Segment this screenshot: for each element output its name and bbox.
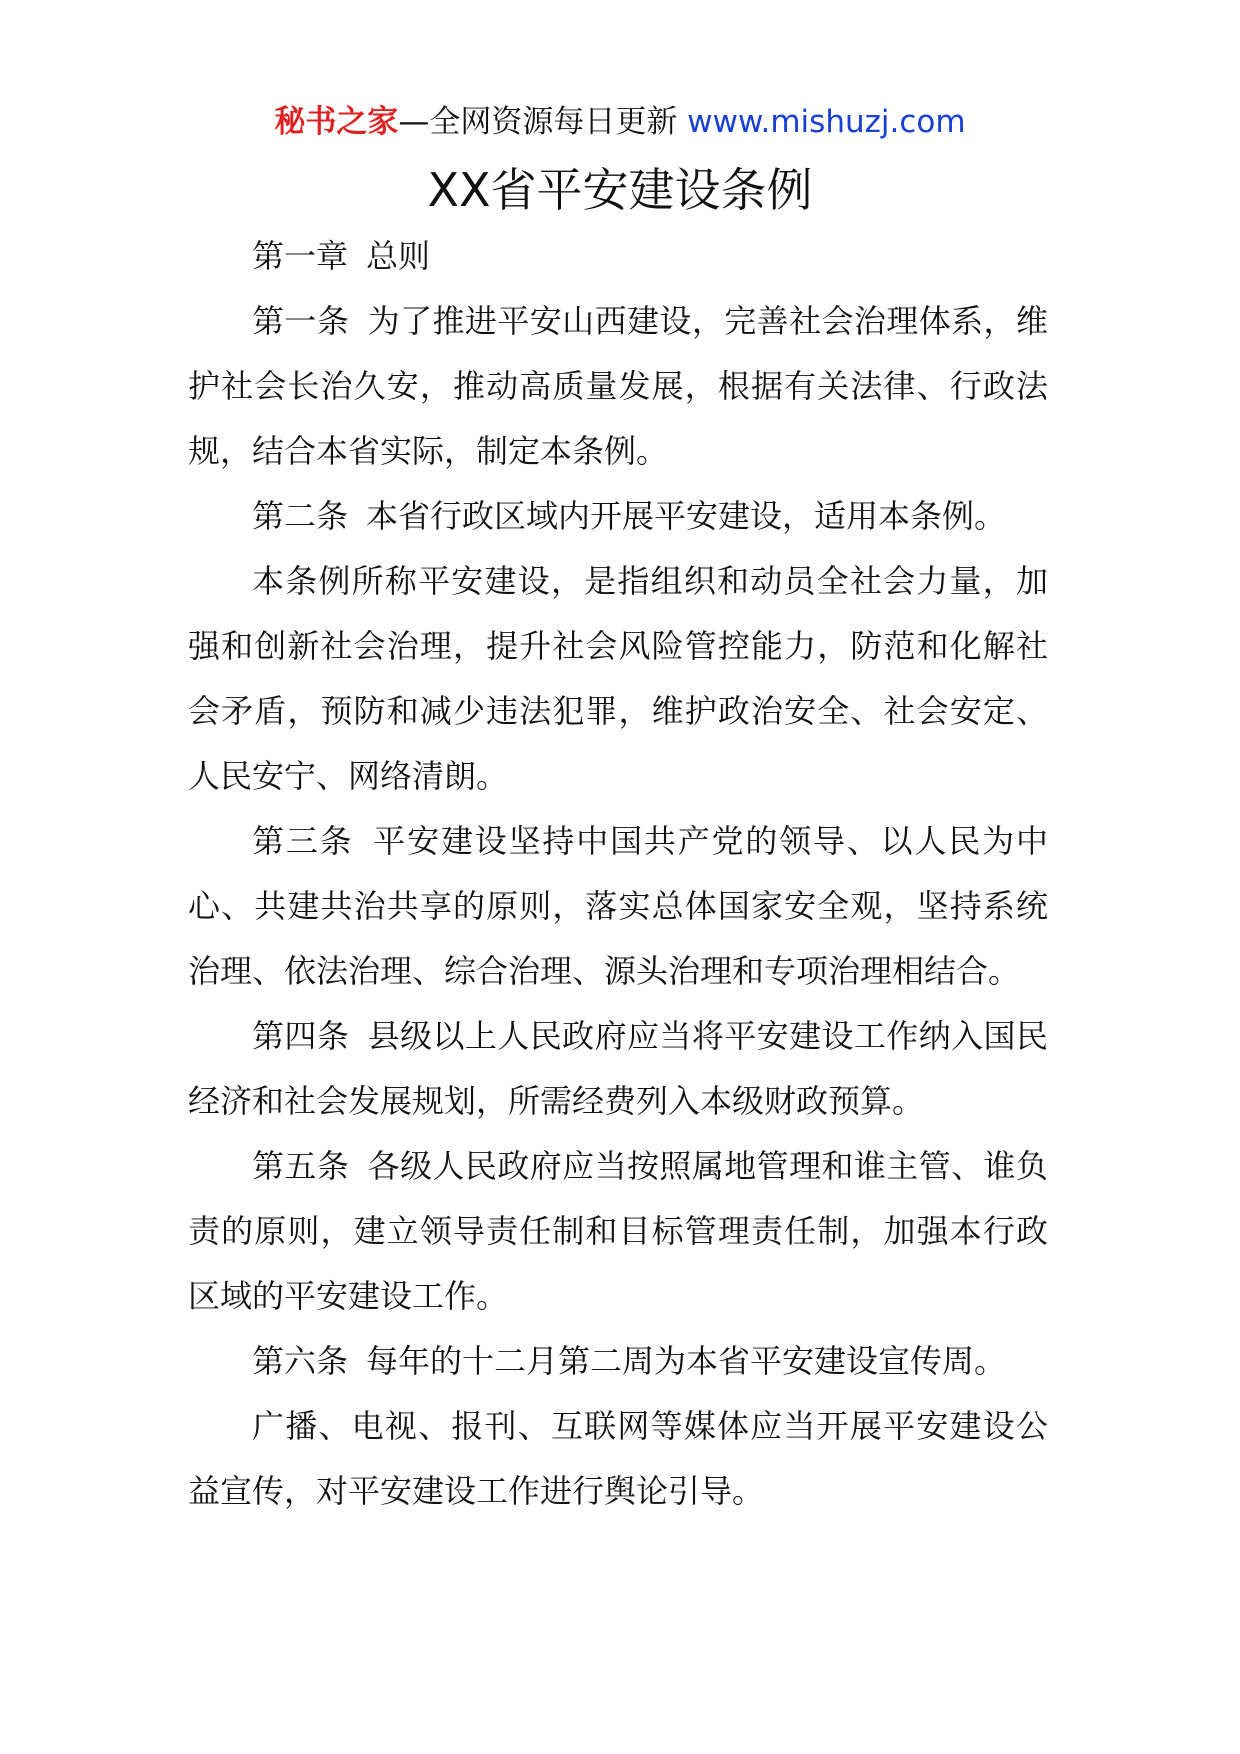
article-paragraph — [188, 549, 1048, 809]
article-text: 为了推进平安山西建设，完善社会治理体系，维护社会长治久安，推动高质量发展，根据有关法律、行政法规，结合本省实际，制定本条例。 — [188, 302, 1048, 470]
chapter-label: 第一章 — [252, 237, 349, 275]
article-label: 第五条 — [252, 1147, 350, 1185]
site-tagline: —全网资源每日更新 — [398, 104, 688, 140]
site-url-link[interactable]: www.mishuzj.com — [687, 104, 966, 140]
chapter-name: 总则 — [366, 237, 431, 275]
article-paragraph — [188, 1134, 1048, 1329]
site-header — [0, 102, 1240, 142]
article-text: 平安建设坚持中国共产党的领导、以人民为中心、共建共治共享的原则，落实总体国家安全观，坚持系统治理、依法治理、综合治理、源头治理和专项治理相结合。 — [188, 822, 1048, 990]
article-label: 第二条 — [252, 497, 349, 535]
article-label: 第一条 — [252, 302, 350, 340]
article-text: 本条例所称平安建设，是指组织和动员全社会力量，加强和创新社会治理，提升社会风险管控能力，防范和化解社会矛盾，预防和减少违法犯罪，维护政治安全、社会安定、人民安宁、网络清朗。 — [188, 562, 1048, 795]
article-paragraph — [188, 289, 1048, 484]
article-label: 第四条 — [252, 1017, 350, 1055]
article-paragraph — [188, 1004, 1048, 1134]
article-text: 广播、电视、报刊、互联网等媒体应当开展平安建设公益宣传，对平安建设工作进行舆论引导。 — [188, 1407, 1048, 1510]
article-label: 第三条 — [252, 822, 354, 860]
article-text: 每年的十二月第二周为本省平安建设宣传周。 — [366, 1342, 1007, 1380]
article-paragraph — [188, 809, 1048, 1004]
site-brand: 秘书之家 — [274, 104, 399, 140]
article-text: 各级人民政府应当按照属地管理和谁主管、谁负责的原则，建立领导责任制和目标管理责任制，加强本行政区域的平安建设工作。 — [188, 1147, 1048, 1315]
article-paragraph — [188, 1394, 1048, 1524]
article-paragraph — [188, 1329, 1048, 1394]
article-text: 本省行政区域内开展平安建设，适用本条例。 — [366, 497, 1007, 535]
article-text: 县级以上人民政府应当将平安建设工作纳入国民经济和社会发展规划，所需经费列入本级财政预算。 — [188, 1017, 1048, 1120]
article-paragraph — [188, 484, 1048, 549]
chapter-heading — [188, 224, 1048, 289]
document-body — [188, 224, 1048, 1524]
article-label: 第六条 — [252, 1342, 349, 1380]
document-title: XX省平安建设条例 — [427, 163, 813, 217]
